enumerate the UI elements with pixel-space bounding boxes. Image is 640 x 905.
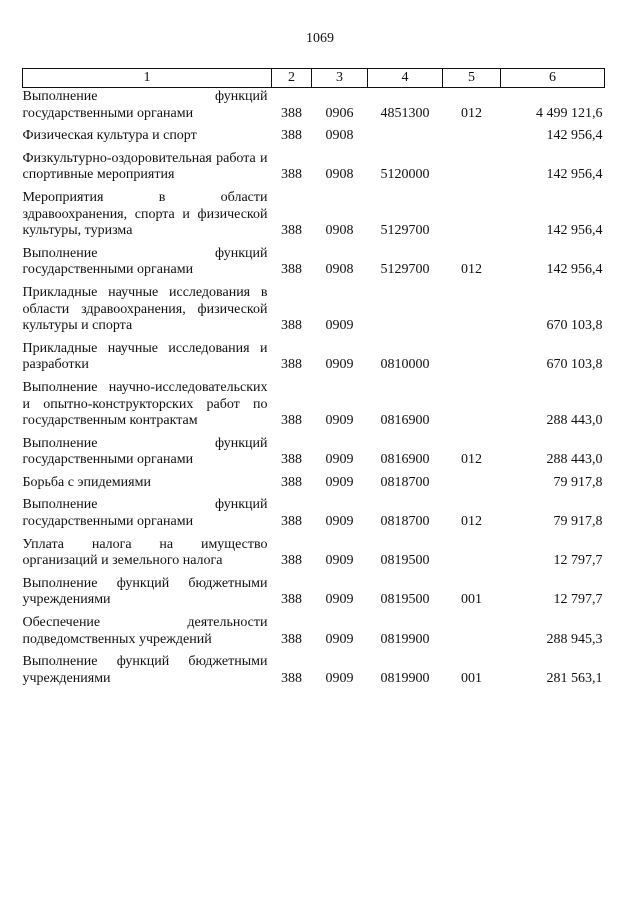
row-amount-cell: 142 956,4 — [546, 262, 603, 278]
row-code-4-cell: 5129700 — [380, 262, 430, 278]
row-code-5-cell — [443, 279, 501, 335]
row-amount-cell: 12 797,7 — [553, 553, 603, 569]
row-code-3-cell: 0909 — [325, 514, 354, 530]
table-row — [23, 184, 605, 240]
row-amount-cell: 142 956,4 — [546, 223, 603, 239]
row-amount-cell: 288 443,0 — [546, 413, 603, 429]
row-name-cell: Выполнение функций бюджетными учреждениями — [22, 575, 268, 608]
row-code-5-cell — [443, 469, 501, 492]
row-code-2-cell: 388 — [281, 357, 302, 373]
row-code-4-cell: 0816900 — [380, 452, 430, 468]
row-name-cell: Выполнение функций государственными органами — [22, 497, 268, 530]
table-row — [23, 88, 605, 123]
row-code-2-cell: 388 — [281, 631, 302, 647]
row-code-5-cell — [443, 145, 501, 184]
row-name-cell: Прикладные научные исследования в области здравоохранения, физической культуры и спорта — [22, 284, 268, 334]
row-amount-cell: 142 956,4 — [546, 128, 603, 144]
row-amount-cell: 670 103,8 — [546, 357, 603, 373]
row-code-5-cell — [443, 335, 501, 374]
row-name-cell: Выполнение функций бюджетными учреждениями — [22, 654, 268, 686]
row-code-4-cell: 0819500 — [380, 592, 430, 608]
row-name-cell: Борьба с эпидемиями — [22, 474, 151, 490]
row-code-4-cell — [368, 122, 443, 145]
row-code-3-cell: 0909 — [325, 474, 354, 490]
row-code-3-cell: 0909 — [325, 553, 354, 569]
row-code-5-cell: 012 — [461, 452, 482, 468]
row-code-4-cell — [368, 279, 443, 335]
row-code-5-cell — [443, 374, 501, 430]
row-code-5-cell — [443, 609, 501, 648]
row-code-2-cell: 388 — [281, 413, 302, 429]
row-code-4-cell: 4851300 — [380, 105, 430, 121]
header-col-6: 6 — [501, 69, 605, 88]
table-row — [23, 491, 605, 530]
row-code-3-cell: 0909 — [325, 452, 354, 468]
table-row — [23, 145, 605, 184]
row-code-5-cell: 012 — [461, 514, 482, 530]
row-code-2-cell: 388 — [281, 128, 302, 144]
row-code-3-cell: 0909 — [325, 670, 354, 686]
table-body — [23, 88, 605, 688]
table-row — [23, 279, 605, 335]
table-row — [23, 374, 605, 430]
row-code-3-cell: 0909 — [325, 631, 354, 647]
row-code-2-cell: 388 — [281, 105, 302, 121]
row-name-cell: Физкультурно-оздоровительная работа и спортивные мероприятия — [22, 150, 268, 183]
row-code-3-cell: 0909 — [325, 318, 354, 334]
row-code-2-cell: 388 — [281, 452, 302, 468]
page-number: 1069 — [306, 31, 334, 46]
table-row — [23, 335, 605, 374]
row-code-4-cell: 0819900 — [380, 670, 430, 686]
table-row — [23, 430, 605, 469]
row-amount-cell: 670 103,8 — [546, 318, 603, 334]
row-code-4-cell: 5120000 — [380, 167, 430, 183]
row-name-cell: Выполнение функций государственными органами — [22, 89, 268, 121]
row-code-4-cell: 0818700 — [380, 514, 430, 530]
row-code-2-cell: 388 — [281, 670, 302, 686]
row-code-5-cell: 012 — [461, 105, 482, 121]
row-code-4-cell: 0816900 — [380, 413, 430, 429]
row-code-3-cell: 0906 — [325, 105, 354, 121]
row-code-3-cell: 0908 — [325, 262, 354, 278]
row-code-5-cell — [443, 531, 501, 570]
row-code-5-cell — [443, 122, 501, 145]
header-col-5: 5 — [443, 69, 501, 88]
row-code-2-cell: 388 — [281, 592, 302, 608]
row-name-cell: Выполнение функций государственными органами — [22, 245, 268, 278]
row-code-3-cell: 0908 — [325, 128, 354, 144]
row-code-4-cell: 0810000 — [380, 357, 430, 373]
table-row — [23, 240, 605, 279]
header-col-4: 4 — [368, 69, 443, 88]
row-code-3-cell: 0908 — [325, 223, 354, 239]
budget-table — [22, 68, 605, 687]
row-amount-cell: 288 945,3 — [546, 631, 603, 647]
row-amount-cell: 79 917,8 — [553, 514, 603, 530]
row-amount-cell: 4 499 121,6 — [536, 105, 603, 121]
row-code-5-cell: 001 — [461, 592, 482, 608]
row-code-2-cell: 388 — [281, 553, 302, 569]
header-col-1: 1 — [23, 69, 272, 88]
table-row — [23, 531, 605, 570]
row-code-2-cell: 388 — [281, 318, 302, 334]
row-code-3-cell: 0909 — [325, 413, 354, 429]
row-code-5-cell: 001 — [461, 670, 482, 686]
row-code-5-cell — [443, 184, 501, 240]
table-row — [23, 122, 605, 145]
header-col-2: 2 — [272, 69, 312, 88]
row-code-4-cell: 5129700 — [380, 223, 430, 239]
row-code-3-cell: 0908 — [325, 167, 354, 183]
row-code-2-cell: 388 — [281, 262, 302, 278]
row-name-cell: Обеспечение деятельности подведомственных учреждений — [22, 615, 268, 647]
table-row — [23, 469, 605, 492]
row-amount-cell: 12 797,7 — [553, 592, 603, 608]
row-code-3-cell: 0909 — [325, 592, 354, 608]
row-code-2-cell: 388 — [281, 474, 302, 490]
row-amount-cell: 281 563,1 — [546, 670, 603, 686]
row-amount-cell: 79 917,8 — [553, 474, 603, 490]
row-code-4-cell: 0818700 — [380, 474, 430, 490]
table-header-row — [23, 69, 605, 88]
row-amount-cell: 142 956,4 — [546, 167, 603, 183]
row-code-2-cell: 388 — [281, 514, 302, 530]
row-code-4-cell: 0819900 — [380, 631, 430, 647]
row-name-cell: Физическая культура и спорт — [22, 128, 197, 144]
row-name-cell: Выполнение функций государственными органами — [22, 435, 268, 468]
row-name-cell: Прикладные научные исследования и разработки — [22, 340, 268, 373]
row-amount-cell: 288 443,0 — [546, 452, 603, 468]
table-row — [23, 609, 605, 648]
row-name-cell: Уплата налога на имущество организаций и земельного налога — [22, 536, 268, 569]
row-code-4-cell: 0819500 — [380, 553, 430, 569]
table-row — [23, 648, 605, 687]
header-col-3: 3 — [312, 69, 368, 88]
row-code-2-cell: 388 — [281, 167, 302, 183]
row-name-cell: Мероприятия в области здравоохранения, спорта и физической культуры, туризма — [22, 189, 268, 239]
row-code-5-cell: 012 — [461, 262, 482, 278]
row-code-2-cell: 388 — [281, 223, 302, 239]
table-row — [23, 570, 605, 609]
row-code-3-cell: 0909 — [325, 357, 354, 373]
row-name-cell: Выполнение научно-исследовательских и опытно-конструкторских работ по государственным контрактам — [22, 379, 268, 429]
